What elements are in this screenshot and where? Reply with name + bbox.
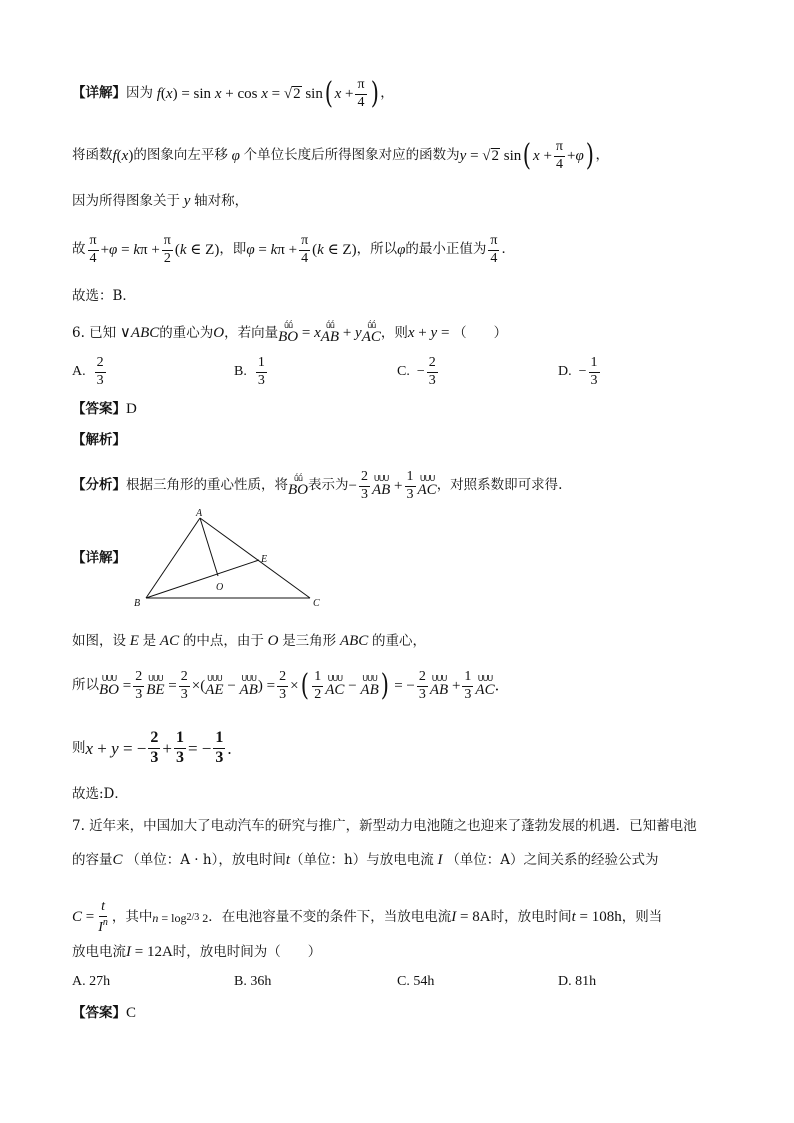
vertex-c-label: C — [313, 598, 320, 609]
vertex-b-label: B — [134, 598, 141, 609]
solution-6-line-1: 如图，设 E 是 AC 的中点，由于 O 是三角形 ABC 的重心， — [72, 632, 427, 649]
formula-fx: f — [153, 85, 161, 102]
point-o-label: O — [216, 582, 224, 593]
answer-choice-6: 故选:D． — [72, 786, 128, 802]
question-7-line-4: 放电电流 I = 12A 时，放电时间为（ ） — [72, 943, 322, 960]
triangle-figure — [130, 506, 330, 612]
detail-line-2: 将函数 f ( x ) 的图象向左平移 φ 个单位长度后所得图象对应的函数为 y = √ 2 sin ( x + $\frac{\pi}{4}$ + φ ) ， — [72, 138, 609, 174]
answer-choice-5: 故选：B． — [72, 288, 136, 304]
question-7-line-2: 的容量 C （单位：A · h），放电时间 t （单位：h）与放电电流 I （单位：A）之间关系的经验公式为 — [72, 851, 659, 868]
detail-figure-line: 【详解】 — [72, 550, 126, 566]
option-c-q7: C. 54h — [397, 974, 435, 989]
solution-6-line-2: 所以 UUU BO = $\frac{2}{3}$ UUU BE = $\frac{2}{3}$ ×( UUU AE − UUU AB ) = $\frac{2}{3}$ × ( $\frac{1}{2}$ UUU AC − UUU AB ) = − $\frac{2}{3}$ UUU AB + $\frac{1}{3}$ UUU AC ． — [72, 668, 510, 704]
detail-line-4: 故 $\frac{\pi}{4}$ + φ = k π + $\frac{\pi}{2}$ ( k ∈ Z) ，即 φ = k π + $\frac{\pi}{4}$ ( k ∈ Z) ，所以 φ 的最小正值为 $\frac{\pi}{4}$ ． — [72, 233, 515, 266]
question-6: 6. 已知 ∨ ABC 的重心为 O ，若向量 ṹṹ BO = x ṹṹ AB + y ṹṹ AC ，则 x + y = （ ） — [72, 321, 508, 345]
option-b: B. $\frac{1}{3}$ — [234, 355, 265, 388]
answer-7: 【答案】 C — [72, 1004, 137, 1021]
solution-6-tag: 【解析】 — [72, 432, 126, 448]
option-a-q7: A. 27h — [72, 974, 111, 989]
answer-6: 【答案】 D — [72, 400, 137, 417]
question-7-line-3: C = $\frac{t}{I^n}$ ，其中 n = log 2/3 2 ．在电池容量不变的条件下，当放电电流 I = 8A 时，放电时间 t = 108h ，则当 — [72, 899, 663, 935]
option-a: A. $\frac{2}{3}$ — [72, 355, 104, 388]
point-e-label: E — [261, 554, 268, 565]
question-7-line-1: 7. 近年来，中国加大了电动汽车的研究与推广，新型动力电池随之也迎来了蓬勃发展的机遇．已知蓄电池 — [72, 818, 697, 834]
option-d: D. − $\frac{1}{3}$ — [558, 355, 598, 388]
vertex-a-label: A — [196, 508, 203, 519]
detail-tag: 【详解】 — [72, 85, 126, 102]
solution-6-line-3: 则 x + y = − $\frac{2}{3}$ + $\frac{1}{3}$ = − $\frac{1}{3}$ . — [72, 729, 232, 766]
option-d-q7: D. 81h — [558, 974, 597, 989]
detail-line-1: 【详解】 因为 f ( x ) = sin x + cos x = √ 2 sin ( x + $\frac{\pi}{4}$ ) ， — [72, 76, 394, 112]
analysis-6: 【分析】 根据三角形的重心性质，将 ṹṹ BO 表示为 − $\frac{2}{3}$ UUU AB + $\frac{1}{3}$ UUU AC ，对照系数即可求得. — [72, 469, 563, 502]
option-c: C. − $\frac{2}{3}$ — [397, 355, 436, 388]
option-b-q7: B. 36h — [234, 974, 272, 989]
detail-line-3: 因为所得图象关于 y 轴对称， — [72, 192, 249, 209]
